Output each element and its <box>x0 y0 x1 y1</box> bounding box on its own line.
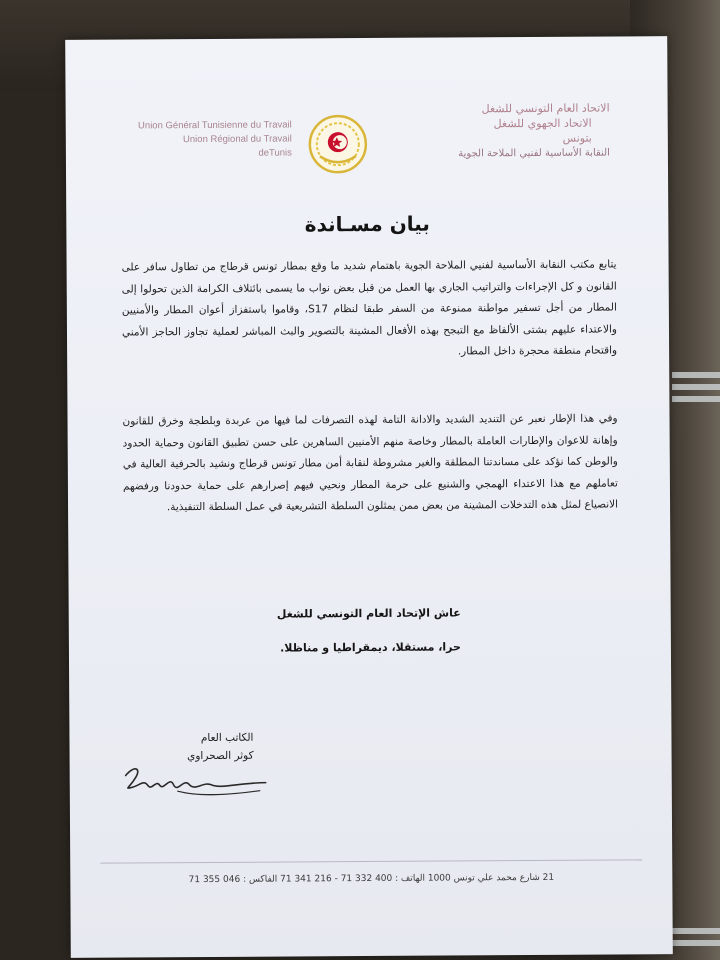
header-french <box>82 118 292 161</box>
header-ar-line1: الاتحاد العام التونسي للشغل <box>481 101 610 116</box>
header-ar-line2: الاتحاد الجهوي للشغل <box>493 116 592 131</box>
header-arabic <box>360 101 610 163</box>
letter-paper <box>65 36 673 958</box>
handwritten-signature <box>120 761 270 802</box>
header-ar-line4: النقابة الأساسية لفنيي الملاحة الجوية <box>458 147 610 160</box>
header-fr-line3: deTunis <box>258 147 292 159</box>
window-blind-slat <box>672 384 720 390</box>
paragraph-2: وفي هذا الإطار نعبر عن التنديد الشديد والادانة التامة لهذه التصرفات لما فيها من عربدة وبلطجة وخرق للقانون وإهانة للاعوان والإطارات العاملة بالمطار وخاصة منهم الأمنيين الساهرين على حسن تطبيق القانون وحماية الحدود والوطن كما نؤكد على مساندتنا المطلقة والغير مشروطة لنقابة أمن مطار تونس قرطاج ونشيد بالحرفية العالية في تعاملهم مع هذا الاعتداء الهمجي والشنيع على حرمة المطار ونحيي فيهم إصرارهم على حماية حدودنا ورفضهم الانصياع لمثل هذه التدخلات المشينة من بعض ممن يمثلون السلطة التشريعية في عمل السلطة التنفيذية. <box>122 412 619 514</box>
closing-line-2: حرا، مستقلا، ديمقراطيا و مناظلا. <box>280 640 461 655</box>
window-blind-slat <box>672 372 720 378</box>
header-fr-line1: Union Général Tunisienne du Travail <box>138 119 292 132</box>
closing-line-1: عاش الإتحاد العام التونسي للشغل <box>276 606 461 621</box>
signatory-name: كوثر الصحراوي <box>187 749 254 763</box>
header-fr-line2: Union Régional du Travail <box>182 133 292 146</box>
document-title: بيان مسـاندة <box>304 211 430 237</box>
signatory-role: الكاتب العام <box>200 731 254 745</box>
window-blind-slat <box>672 396 720 402</box>
footer-divider <box>100 859 642 863</box>
window-blind-slat <box>672 940 720 946</box>
window-blind-slat <box>672 928 720 934</box>
header-ar-line3: بتونس <box>562 131 592 145</box>
paragraph-1: يتابع مكتب النقابة الأساسية لفنيي الملاحة الجوية باهتمام شديد ما وقع بمطار تونس قرطاج من تطاول سافر على القانون و كل الإجراءات والتراتيب الجاري بها العمل من قبل بعض نواب ما يسمى بائتلاف الكرامة الذين تحولوا إلى المطار من أجل تسفير مواطنة ممنوعة من السفر طبقا لنظام S17، وقاموا باستفزاز أعوان المطار والأمنيين والاعتداء عليهم بشتى الألفاظ مع التبجح بهذه الأفعال المشينة بالتصوير والبث المباشر لعملية تجاوز الحاجز الأمني واقتحام منطقة محجرة داخل المطار. <box>121 258 618 358</box>
footer-address: 21 شارع محمد علي تونس 1000 الهاتف : 400 332 71 - 216 341 71 الفاكس : 046 355 71 <box>188 872 555 886</box>
